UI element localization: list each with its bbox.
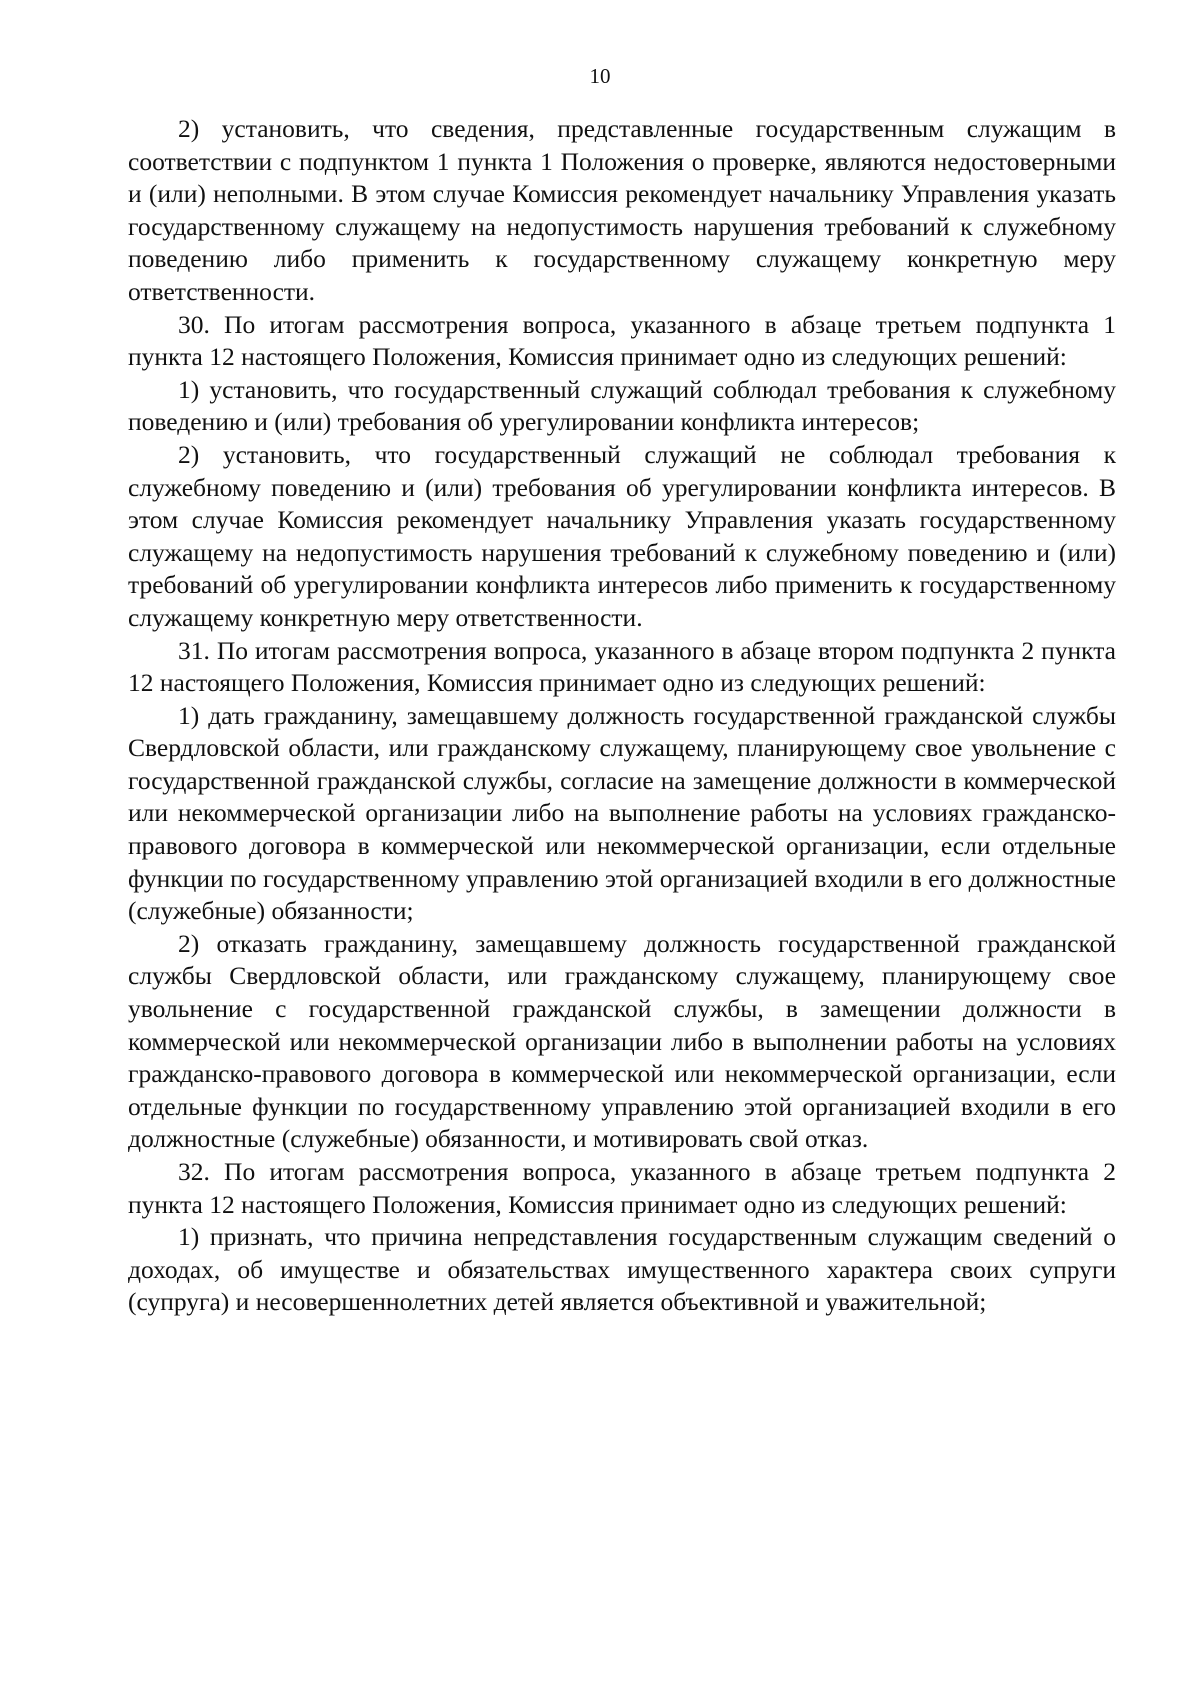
paragraph-32-intro: 32. По итогам рассмотрения вопроса, указанного в абзаце третьем подпункта 2 пункта 12 настоящего Положения, Комиссия принимает одно из следующих решений: [128, 1157, 1116, 1219]
paragraph-32-item-1: 1) признать, что причина непредставления государственным служащим сведений о доходах, об имуществе и обязательствах имущественного характера своих супруги (супруга) и несовершеннолетних детей является объективной и уважительной; [128, 1222, 1116, 1317]
paragraph-30-intro: 30. По итогам рассмотрения вопроса, указанного в абзаце третьем подпункта 1 пункта 12 настоящего Положения, Комиссия принимает одно из следующих решений: [128, 309, 1116, 372]
page-number: 10 [589, 64, 611, 88]
paragraph-30-item-2: 2) установить, что государственный служащий не соблюдал требования к служебному поведению и (или) требования об урегулировании конфликта интересов. В этом случае Комиссия рекомендует начальнику Управления указать государственному служащему на недопустимость нарушения требований к служебному поведению и (или) требований об урегулировании конфликта интересов либо применить к государственному служащему конкретную меру ответственности. [128, 439, 1116, 632]
document-body [128, 113, 1116, 1319]
paragraph-31-item-2: 2) отказать гражданину, замещавшему должность государственной гражданской службы Свердловской области, или гражданскому служащему, планирующему свое увольнение с государственной гражданской службы, в замещении должности в коммерческой или некоммерческой организации либо в выполнении работы на условиях гражданско-правового договора в коммерческой или некоммерческой организации, если отдельные функции по государственному управлению этой организацией входили в его должностные (служебные) обязанности, и мотивировать свой отказ. [128, 928, 1116, 1154]
paragraph-31-item-1: 1) дать гражданину, замещавшему должность государственной гражданской службы Свердловской области, или гражданскому служащему, планирующему свое увольнение с государственной гражданской службы, согласие на замещение должности в коммерческой или некоммерческой организации либо на выполнение работы на условиях гражданско-правового договора в коммерческой или некоммерческой организации, если отдельные функции по государственному управлению этой организацией входили в его должностные (служебные) обязанности; [128, 700, 1116, 926]
paragraph-31-intro: 31. По итогам рассмотрения вопроса, указанного в абзаце втором подпункта 2 пункта 12 настоящего Положения, Комиссия принимает одно из следующих решений: [128, 635, 1116, 698]
paragraph-29-item-2: 2) установить, что сведения, представленные государственным служащим в соответствии с подпунктом 1 пункта 1 Положения о проверке, являются недостоверными и (или) неполными. В этом случае Комиссия рекомендует начальнику Управления указать государственному служащему на недопустимость нарушения требований к служебному поведению либо применить к государственному служащему конкретную меру ответственности. [128, 114, 1116, 306]
paragraph-30-item-1: 1) установить, что государственный служащий соблюдал требования к служебному поведению и (или) требования об урегулировании конфликта интересов; [128, 374, 1116, 437]
